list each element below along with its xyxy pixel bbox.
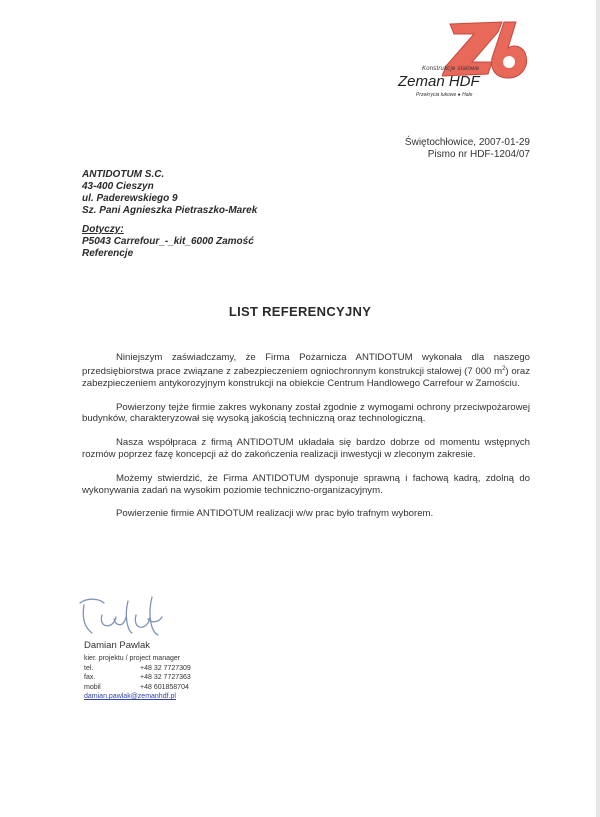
body-paragraph-3: Nasza współpraca z firmą ANTIDOTUM układała się bardzo dobrze od momentu wstępnych rozmów poprzez fazę koncepcji aż do zakończenia realizacji inwestycji w zleconym zakresie. xyxy=(82,437,530,460)
addressee-block xyxy=(82,169,257,217)
p1-text-b: ) oraz zabezpieczeniem antykorozyjnym konstrukcji na obiekcie Centrum Handlowego Carrefour w Zamościu. xyxy=(82,365,530,389)
addressee-street: ul. Paderewskiego 9 xyxy=(82,193,178,204)
body-paragraph-5: Powierzenie firmie ANTIDOTUM realizacji w/w prac było trafnym wyborem. xyxy=(116,508,434,520)
tel-label: tel. xyxy=(84,664,94,672)
signer-role: kier. projektu / project manager xyxy=(84,655,181,662)
addressee-contact: Sz. Pani Agnieszka Pietraszko-Marek xyxy=(82,205,258,216)
tel-value: +48 32 7727309 xyxy=(140,664,191,672)
subject-block xyxy=(82,224,254,260)
letter-reference: Pismo nr HDF-1204/07 xyxy=(427,149,530,160)
addressee-company: ANTIDOTUM S.C. xyxy=(82,169,165,180)
letter-title: LIST REFERENCYJNY xyxy=(228,304,372,319)
logo-tagline-bottom: Przekrycia łukowe ● Hale xyxy=(416,92,473,98)
body-paragraph-4: Możemy stwierdzić, że Firma ANTIDOTUM dysponuje sprawną i fachową kadrą, zdolną do wykonywania zadań na wysokim poziomie techniczno-organizacyjnym. xyxy=(82,472,530,496)
signer-contacts xyxy=(84,654,191,702)
mobile-row xyxy=(84,683,191,693)
logo-company-name: Zeman HDF xyxy=(398,73,480,90)
addressee-city: 43-400 Cieszyn xyxy=(82,181,154,192)
signer-name: Damian Pawlak xyxy=(84,640,150,651)
tel-row xyxy=(84,664,191,674)
company-logo xyxy=(398,18,532,98)
place-date: Świętochłowice, 2007-01-29 xyxy=(404,137,530,148)
mobile-value: +48 601858704 xyxy=(140,683,189,691)
logo-tagline-top: Konstrukcje stalowe xyxy=(422,66,480,72)
letter-body xyxy=(82,352,530,532)
p1-text-a: Niniejszym zaświadczamy, że Firma Pożarnicza ANTIDOTUM wykonała dla naszego przedsiębiorstwa prace związane z zabezpieczeniem ogniochronnym konstrukcji stalowej (7 000 m xyxy=(82,352,530,377)
body-paragraph-2: Powierzony tejże firmie zakres wykonany został zgodnie z wymogami ochrony przeciwpożarowej budynków, charakteryzował się wysoką jakością techniczną oraz technologiczną. xyxy=(82,401,530,425)
body-paragraph-1 xyxy=(82,352,530,390)
fax-label: fax. xyxy=(84,674,96,681)
handwritten-signature-icon xyxy=(78,593,168,639)
subject-label: Dotyczy: xyxy=(82,224,124,235)
mobile-label: mobil xyxy=(84,683,101,691)
subject-topic: Referencje xyxy=(82,248,134,259)
p1-superscript: 2 xyxy=(502,365,506,372)
date-reference-block xyxy=(405,137,530,161)
subject-project: P5043 Carrefour_-_kit_6000 Zamość xyxy=(82,236,254,247)
scan-edge xyxy=(596,0,600,817)
fax-value: +48 32 7727363 xyxy=(140,674,191,681)
fax-row xyxy=(84,673,191,683)
email-link[interactable]: damian.pawlak@zemanhdf.pl xyxy=(84,693,176,700)
